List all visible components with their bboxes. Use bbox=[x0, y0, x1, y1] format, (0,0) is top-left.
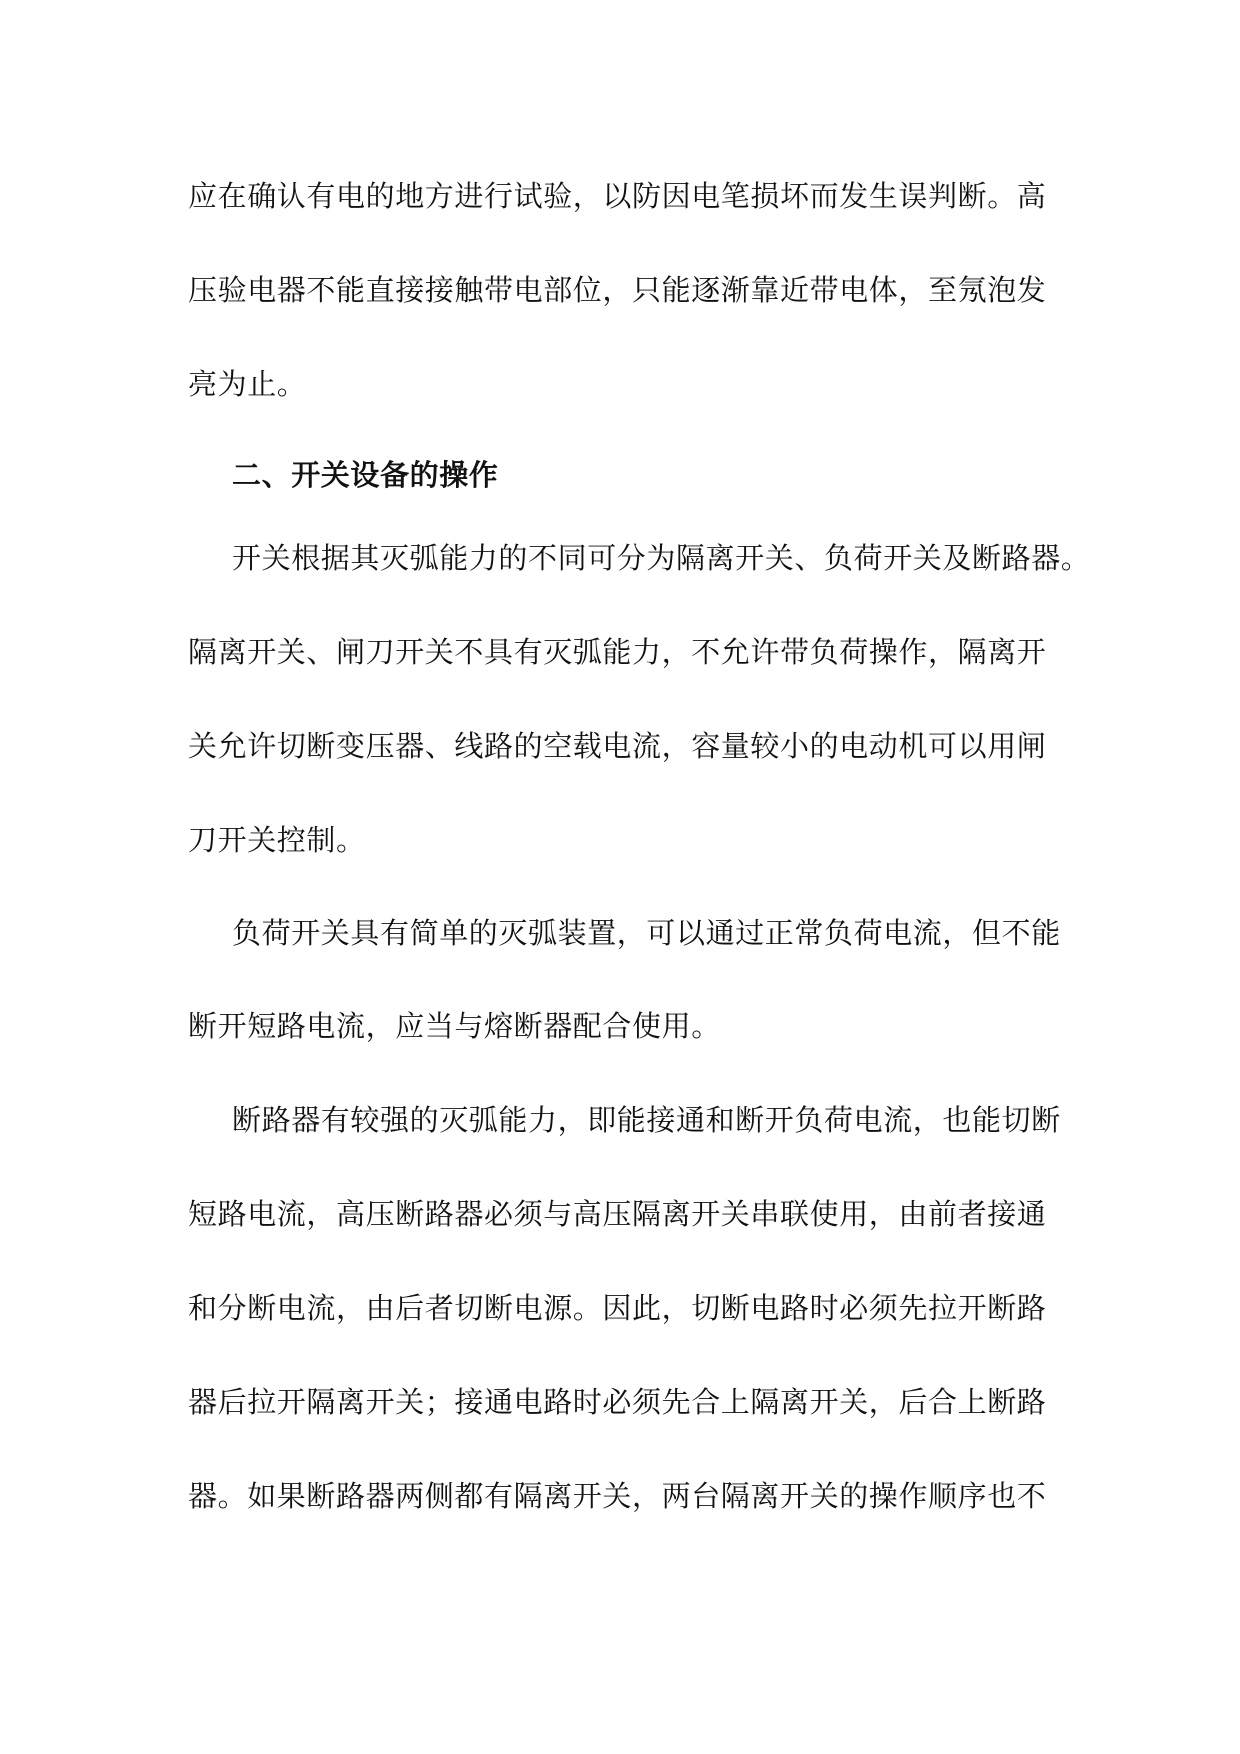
text-line: 开关根据其灭弧能力的不同可分为隔离开关、负荷开关及断路器。 bbox=[232, 541, 1091, 575]
section-heading: 二、开关设备的操作 bbox=[232, 458, 499, 492]
text-line: 关允许切断变压器、线路的空载电流，容量较小的电动机可以用闸 bbox=[188, 729, 1047, 763]
text-line: 应在确认有电的地方进行试验，以防因电笔损坏而发生误判断。高 bbox=[188, 179, 1047, 213]
text-line: 负荷开关具有简单的灭弧装置，可以通过正常负荷电流，但不能 bbox=[232, 916, 1061, 950]
text-line: 和分断电流，由后者切断电源。因此，切断电路时必须先拉开断路 bbox=[188, 1291, 1047, 1325]
text-line: 器后拉开隔离开关；接通电路时必须先合上隔离开关，后合上断路 bbox=[188, 1385, 1047, 1419]
text-line: 亮为止。 bbox=[188, 367, 307, 401]
text-line: 断开短路电流，应当与熔断器配合使用。 bbox=[188, 1009, 721, 1043]
text-line: 短路电流，高压断路器必须与高压隔离开关串联使用，由前者接通 bbox=[188, 1197, 1047, 1231]
text-line: 器。如果断路器两侧都有隔离开关，两台隔离开关的操作顺序也不 bbox=[188, 1479, 1047, 1513]
text-line: 刀开关控制。 bbox=[188, 823, 366, 857]
text-line: 隔离开关、闸刀开关不具有灭弧能力，不允许带负荷操作，隔离开 bbox=[188, 635, 1047, 669]
text-line: 压验电器不能直接接触带电部位，只能逐渐靠近带电体，至氖泡发 bbox=[188, 273, 1047, 307]
text-line: 断路器有较强的灭弧能力，即能接通和断开负荷电流，也能切断 bbox=[232, 1103, 1061, 1137]
